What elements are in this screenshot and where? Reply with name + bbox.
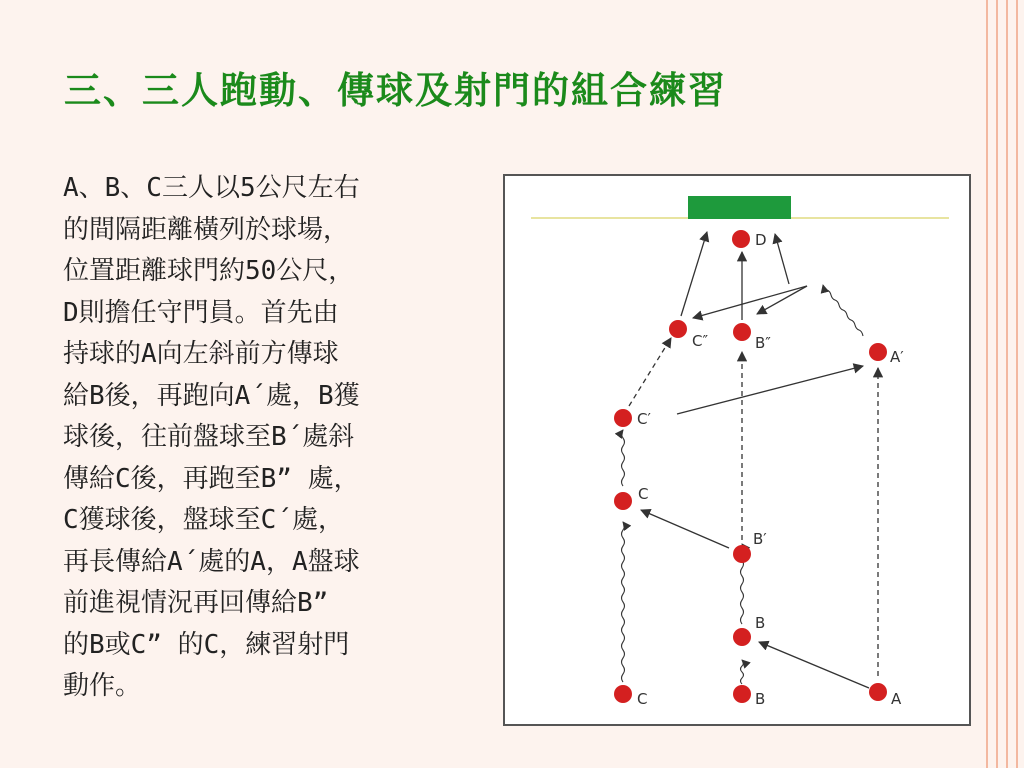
drill-diagram-svg (505, 176, 969, 724)
body-line: 前進視情況再回傳給B” (63, 588, 329, 618)
label-b2: B″ (755, 334, 771, 352)
label-b-start: B (755, 690, 766, 708)
body-line: 給B後，再跑向A´處，B獲 (63, 380, 360, 411)
slide-body-text (63, 168, 443, 708)
body-line: 傳給C後，再跑至B” 處， (63, 463, 360, 494)
player-b2 (733, 323, 751, 341)
body-line: 再長傳給A´處的A，A盤球 (63, 546, 360, 577)
run-c0-to-c (622, 522, 625, 682)
dribble-c-to-c1 (622, 430, 625, 486)
shot-c2 (681, 232, 707, 316)
dribble-a1-forward (823, 285, 863, 336)
body-line: A、B、C三人以5公尺左右 (63, 173, 360, 203)
body-line: 位置距離球門約50公尺， (63, 256, 355, 286)
body-line: 動作。 (63, 671, 142, 701)
run-c1-to-c2 (629, 338, 671, 406)
body-line: 球後，往前盤球至B´處斜 (63, 422, 355, 452)
player-d (732, 230, 750, 248)
slide-title: 三、三人跑動、傳球及射門的組合練習 (64, 68, 727, 112)
body-line: 持球的A向左斜前方傳球 (63, 339, 339, 369)
player-c1 (614, 409, 632, 427)
label-a1: A′ (890, 348, 904, 366)
player-b1 (733, 545, 751, 563)
player-a-start (869, 683, 887, 701)
label-a-start: A (891, 690, 902, 708)
player-c-start (614, 685, 632, 703)
body-line: 的B或C” 的C，練習射門 (63, 629, 350, 660)
player-c (614, 492, 632, 510)
body-line: C獲球後，盤球至C´處， (63, 505, 344, 535)
label-b1: B′ (753, 530, 767, 548)
label-c: C (638, 485, 649, 503)
shot-d-line (775, 234, 789, 284)
body-line: D則擔任守門員。首先由 (63, 297, 339, 328)
pass-a-to-b (759, 642, 869, 688)
dribble-b-start (741, 660, 744, 684)
player-b (733, 628, 751, 646)
player-c2 (669, 320, 687, 338)
pass-a-to-b2 (757, 286, 807, 314)
pass-b1-to-c (641, 510, 729, 548)
decorative-border (980, 0, 1024, 768)
label-c-start: C (637, 690, 648, 708)
body-line: 的間隔距離橫列於球場， (63, 214, 350, 245)
pass-c1-to-a1 (677, 366, 863, 414)
goal (688, 196, 791, 219)
label-c1: C′ (637, 410, 651, 428)
label-c2: C″ (692, 332, 709, 350)
player-a1 (869, 343, 887, 361)
label-b: B (755, 614, 766, 632)
drill-diagram (503, 174, 971, 726)
pass-a-to-c2 (693, 286, 807, 318)
label-d: D (755, 231, 767, 249)
player-b-start (733, 685, 751, 703)
